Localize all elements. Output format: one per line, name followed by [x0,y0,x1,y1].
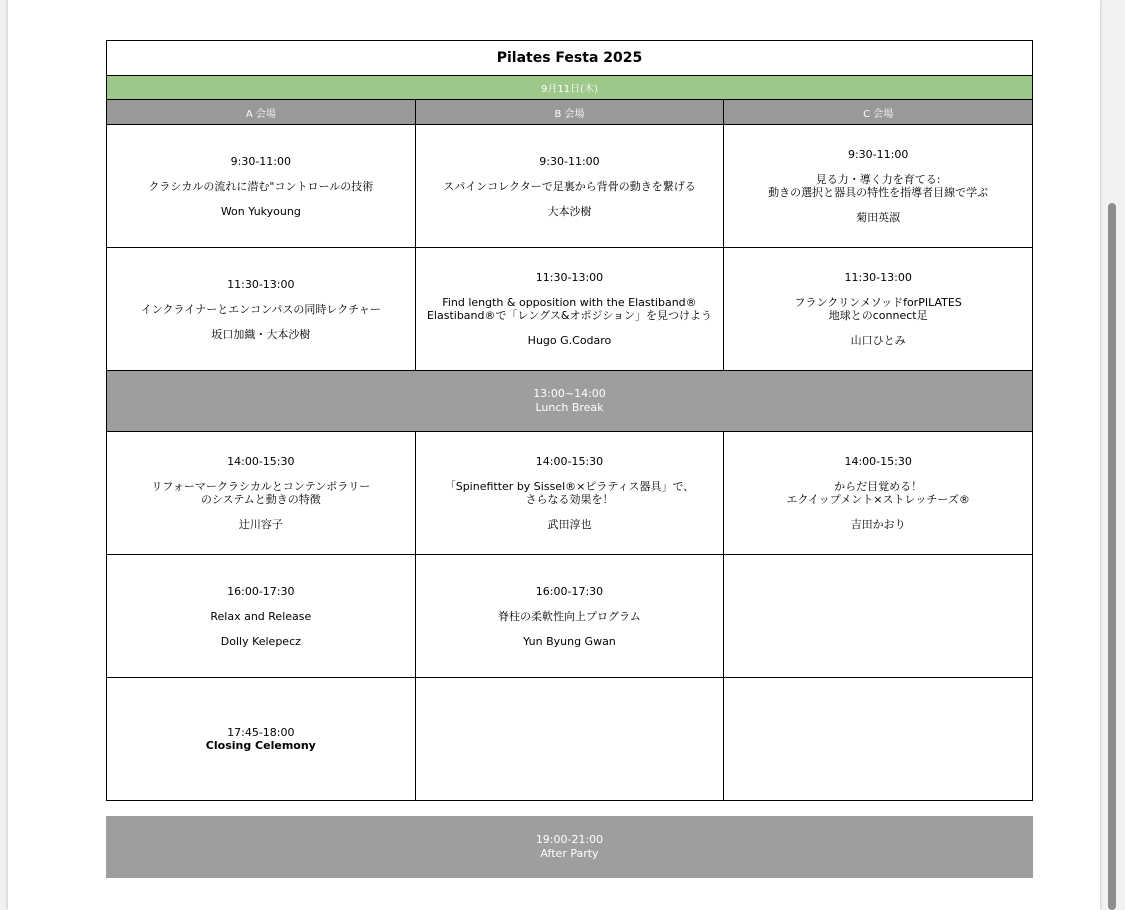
session-cell [415,125,724,248]
session-cell [415,248,724,371]
closing-time: 17:45-18:00 [227,726,295,739]
session-speaker: 山口ひとみ [850,334,906,347]
session-speaker: 武田淳也 [547,518,592,531]
event-date: 9月11日(木) [107,76,1033,100]
session-time: 14:00-15:30 [227,455,295,468]
session-speaker: Dolly Kelepecz [220,634,301,648]
session-title: 見る力・導く力を育てる: 動きの選択と器具の特性を指導者目線で学ぶ [768,173,989,199]
session-speaker: Won Yukyoung [220,204,301,218]
session-speaker: Yun Byung Gwan [523,634,616,648]
session-time: 11:30-13:00 [844,271,912,284]
session-speaker: Hugo G.Codaro [527,334,612,347]
session-cell [415,432,724,555]
session-speaker: 菊田英淑 [856,211,901,224]
session-cell [107,555,416,678]
session-title: スパインコレクターで足裏から背骨の動きを繋げる [443,179,696,193]
session-speaker: 吉田かおり [850,518,906,531]
session-title: インクライナーとエンコンパスの同時レクチャー [140,302,381,316]
empty-cell [415,678,724,801]
schedule-table [106,40,1033,801]
session-title: リフォーマークラシカルとコンテンポラリー のシステムと動きの特徴 [151,480,371,506]
after-party-label: After Party [540,847,599,860]
session-time: 16:00-17:30 [535,584,604,598]
session-title: クラシカルの流れに潜む"コントロールの技術 [148,179,374,193]
session-time: 9:30-11:00 [230,154,292,168]
session-cell [724,125,1033,248]
session-title: 「Spinefitter by Sissel®×ピラティス器具」で、 さらなる効果を！ [444,480,695,506]
session-time: 11:30-13:00 [227,277,295,291]
closing-cell [107,678,416,801]
session-time: 14:00-15:30 [535,455,604,468]
session-time: 14:00-15:30 [844,455,912,468]
session-cell [107,432,416,555]
session-cell [107,248,416,371]
closing-title: Closing Celemony [205,739,316,752]
scrollbar-thumb[interactable] [1108,203,1116,910]
venue-a-header: A 会場 [107,100,416,125]
venue-c-header: C 会場 [724,100,1033,125]
empty-cell [724,678,1033,801]
lunch-break-bar [107,371,1033,432]
session-title: からだ目覚める！ エクイップメント×ストレッチーズ® [786,480,970,506]
empty-cell [724,555,1033,678]
after-party-time: 19:00-21:00 [535,833,604,846]
venue-b-header: B 会場 [415,100,724,125]
session-time: 11:30-13:00 [535,271,604,284]
document-page [8,0,1100,910]
session-title: Relax and Release [210,609,312,623]
lunch-time: 13:00~14:00 [533,387,606,400]
session-title: Find length & opposition with the Elastiband® Elastiband®で「レングス&オポジション」を見つけよう [426,296,712,322]
session-cell [415,555,724,678]
session-time: 9:30-11:00 [539,154,600,168]
session-cell [724,248,1033,371]
after-party-bar [106,816,1033,878]
session-speaker: 大本沙樹 [547,204,592,218]
event-title: Pilates Festa 2025 [107,41,1033,76]
session-speaker: 辻川容子 [238,518,283,531]
session-speaker: 坂口加織・大本沙樹 [211,327,311,341]
session-cell [724,432,1033,555]
session-time: 9:30-11:00 [847,148,909,161]
lunch-label: Lunch Break [535,401,604,414]
session-time: 16:00-17:30 [227,584,295,598]
session-title: 脊柱の柔軟性向上プログラム [498,609,641,623]
session-cell [107,125,416,248]
session-title: フランクリンメソッドforPILATES 地球とのconnect足 [794,296,962,322]
